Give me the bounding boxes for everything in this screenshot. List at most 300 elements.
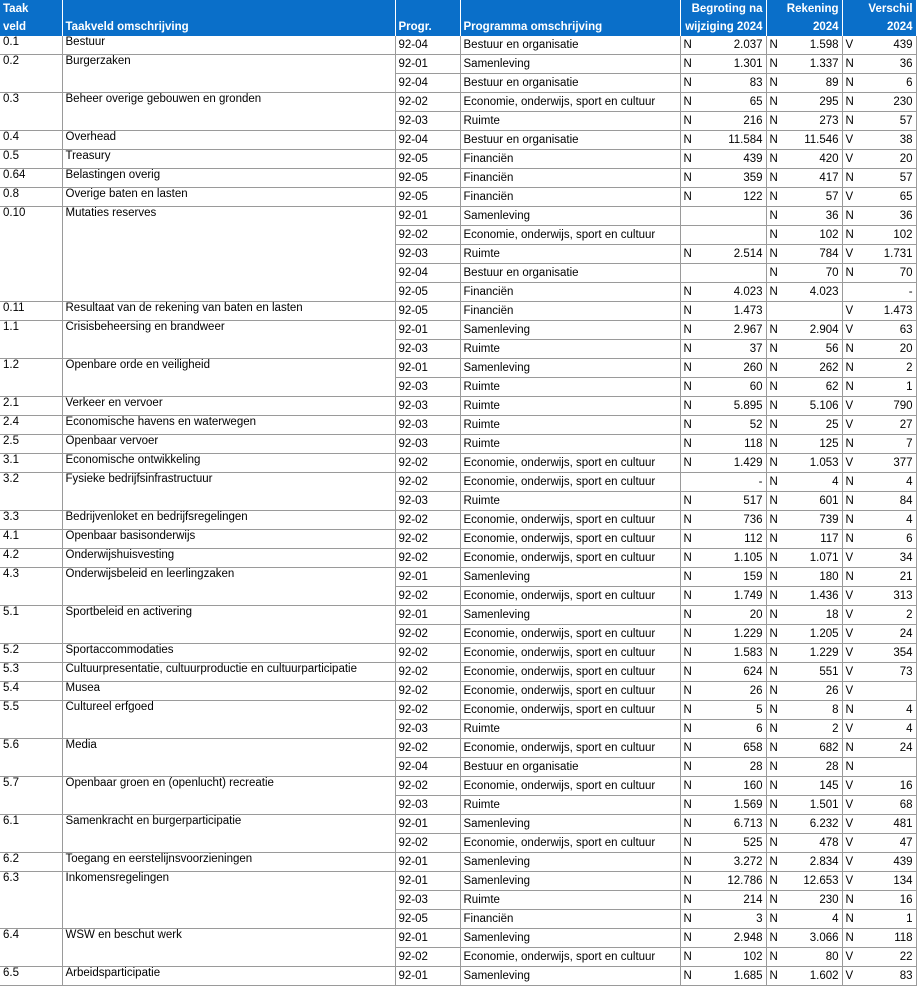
programma-omschrijving: Economie, onderwijs, sport en cultuur (460, 511, 680, 530)
verschil-value: 1.473 (858, 302, 916, 321)
begroting-value: 102 (696, 948, 766, 967)
rekening-value: 4 (782, 473, 842, 492)
verschil-flag: N (842, 340, 858, 359)
begroting-flag: N (680, 511, 696, 530)
begroting-flag: N (680, 777, 696, 796)
rekening-value: 682 (782, 739, 842, 758)
rekening-flag: N (766, 492, 782, 511)
taakveld-omschrijving: Openbare orde en veiligheid (62, 359, 395, 397)
rekening-value: 145 (782, 777, 842, 796)
taakveld-omschrijving: Verkeer en vervoer (62, 397, 395, 416)
begroting-flag (680, 226, 696, 245)
header-rekening-line1: Rekening (766, 0, 842, 18)
taakveld-omschrijving: Mutaties reserves (62, 207, 395, 302)
programma-code: 92-02 (395, 834, 460, 853)
rekening-flag: N (766, 891, 782, 910)
begroting-flag: N (680, 302, 696, 321)
verschil-value: 4 (858, 473, 916, 492)
verschil-value: 118 (858, 929, 916, 948)
programma-omschrijving: Ruimte (460, 796, 680, 815)
taakveld-omschrijving: WSW en beschut werk (62, 929, 395, 967)
verschil-value: 439 (858, 36, 916, 55)
table-row (0, 36, 916, 55)
rekening-value: 80 (782, 948, 842, 967)
rekening-flag: N (766, 188, 782, 207)
programma-omschrijving: Economie, onderwijs, sport en cultuur (460, 739, 680, 758)
programma-omschrijving: Economie, onderwijs, sport en cultuur (460, 701, 680, 720)
programma-omschrijving: Economie, onderwijs, sport en cultuur (460, 587, 680, 606)
taakveld-omschrijving: Arbeidsparticipatie (62, 967, 395, 986)
begroting-flag: N (680, 549, 696, 568)
taakveld-omschrijving: Overige baten en lasten (62, 188, 395, 207)
taakveld-omschrijving: Cultureel erfgoed (62, 701, 395, 739)
rekening-value: 1.337 (782, 55, 842, 74)
begroting-flag: N (680, 74, 696, 93)
verschil-value: 68 (858, 796, 916, 815)
begroting-flag: N (680, 321, 696, 340)
programma-omschrijving: Economie, onderwijs, sport en cultuur (460, 663, 680, 682)
rekening-flag: N (766, 815, 782, 834)
programma-code: 92-02 (395, 587, 460, 606)
begroting-value: 2.967 (696, 321, 766, 340)
rekening-flag: N (766, 701, 782, 720)
begroting-value: 65 (696, 93, 766, 112)
verschil-value: 102 (858, 226, 916, 245)
programma-omschrijving: Ruimte (460, 397, 680, 416)
rekening-flag: N (766, 397, 782, 416)
programma-code: 92-03 (395, 435, 460, 454)
rekening-value: 262 (782, 359, 842, 378)
programma-code: 92-04 (395, 36, 460, 55)
taakveld-omschrijving: Overhead (62, 131, 395, 150)
taakveld-code: 2.1 (0, 397, 62, 416)
begroting-value: 260 (696, 359, 766, 378)
verschil-flag: N (842, 378, 858, 397)
programma-omschrijving: Economie, onderwijs, sport en cultuur (460, 682, 680, 701)
verschil-value: 65 (858, 188, 916, 207)
verschil-flag: N (842, 701, 858, 720)
verschil-flag: N (842, 74, 858, 93)
rekening-flag: N (766, 910, 782, 929)
begroting-value: 112 (696, 530, 766, 549)
programma-omschrijving: Bestuur en organisatie (460, 36, 680, 55)
programma-omschrijving: Financiën (460, 302, 680, 321)
programma-code: 92-03 (395, 796, 460, 815)
begroting-value: 1.749 (696, 587, 766, 606)
rekening-flag: N (766, 112, 782, 131)
taakveld-code: 0.5 (0, 150, 62, 169)
verschil-value: 354 (858, 644, 916, 663)
programma-omschrijving: Ruimte (460, 492, 680, 511)
rekening-flag: N (766, 682, 782, 701)
rekening-value: 2.904 (782, 321, 842, 340)
begroting-value: 20 (696, 606, 766, 625)
verschil-value (858, 682, 916, 701)
programma-omschrijving: Samenleving (460, 321, 680, 340)
verschil-flag: N (842, 359, 858, 378)
programma-code: 92-01 (395, 321, 460, 340)
begroting-flag: N (680, 150, 696, 169)
verschil-value: 34 (858, 549, 916, 568)
rekening-flag: N (766, 758, 782, 777)
verschil-value: 377 (858, 454, 916, 473)
table-row (0, 511, 916, 530)
verschil-value: 27 (858, 416, 916, 435)
verschil-flag: N (842, 492, 858, 511)
table-row (0, 815, 916, 834)
rekening-flag: N (766, 245, 782, 264)
begroting-flag: N (680, 112, 696, 131)
table-row (0, 131, 916, 150)
verschil-flag: V (842, 720, 858, 739)
begroting-value: 216 (696, 112, 766, 131)
table-row (0, 777, 916, 796)
verschil-value: 16 (858, 891, 916, 910)
programma-code: 92-02 (395, 226, 460, 245)
verschil-value: 20 (858, 340, 916, 359)
rekening-value: 2.834 (782, 853, 842, 872)
verschil-flag: V (842, 948, 858, 967)
begroting-value (696, 207, 766, 226)
programma-code: 92-03 (395, 378, 460, 397)
programma-omschrijving: Ruimte (460, 112, 680, 131)
programma-code: 92-03 (395, 397, 460, 416)
rekening-value: 57 (782, 188, 842, 207)
programma-code: 92-02 (395, 511, 460, 530)
rekening-value: 102 (782, 226, 842, 245)
programma-omschrijving: Economie, onderwijs, sport en cultuur (460, 948, 680, 967)
verschil-value: 7 (858, 435, 916, 454)
rekening-value: 551 (782, 663, 842, 682)
taakveld-omschrijving: Sportaccommodaties (62, 644, 395, 663)
programma-code: 92-02 (395, 473, 460, 492)
header-taakveld-line2: veld (0, 18, 62, 36)
rekening-value: 28 (782, 758, 842, 777)
rekening-value: 89 (782, 74, 842, 93)
begroting-flag: N (680, 340, 696, 359)
table-row (0, 739, 916, 758)
programma-omschrijving: Economie, onderwijs, sport en cultuur (460, 644, 680, 663)
taakveld-omschrijving: Resultaat van de rekening van baten en lasten (62, 302, 395, 321)
programma-omschrijving: Bestuur en organisatie (460, 264, 680, 283)
rekening-flag: N (766, 207, 782, 226)
programma-code: 92-04 (395, 74, 460, 93)
taakveld-omschrijving: Openbaar groen en (openlucht) recreatie (62, 777, 395, 815)
programma-code: 92-02 (395, 530, 460, 549)
rekening-value: 70 (782, 264, 842, 283)
begroting-value: 28 (696, 758, 766, 777)
programma-omschrijving: Ruimte (460, 435, 680, 454)
taakveld-code: 5.6 (0, 739, 62, 777)
verschil-flag: N (842, 207, 858, 226)
table-row (0, 967, 916, 986)
verschil-value: 73 (858, 663, 916, 682)
verschil-flag: V (842, 188, 858, 207)
taakveld-code: 5.3 (0, 663, 62, 682)
begroting-value: 1.473 (696, 302, 766, 321)
begroting-value: 658 (696, 739, 766, 758)
programma-code: 92-03 (395, 891, 460, 910)
verschil-flag: V (842, 150, 858, 169)
rekening-flag: N (766, 796, 782, 815)
begroting-flag: N (680, 720, 696, 739)
begroting-value: 122 (696, 188, 766, 207)
programma-omschrijving: Economie, onderwijs, sport en cultuur (460, 834, 680, 853)
programma-omschrijving: Economie, onderwijs, sport en cultuur (460, 530, 680, 549)
taakveld-code: 6.4 (0, 929, 62, 967)
begroting-flag: N (680, 815, 696, 834)
begroting-value (696, 264, 766, 283)
begroting-flag (680, 207, 696, 226)
table-row (0, 473, 916, 492)
rekening-value: 36 (782, 207, 842, 226)
begroting-value: 159 (696, 568, 766, 587)
programma-omschrijving: Ruimte (460, 416, 680, 435)
verschil-flag: V (842, 36, 858, 55)
programma-omschrijving: Samenleving (460, 929, 680, 948)
begroting-value (696, 226, 766, 245)
verschil-flag: V (842, 834, 858, 853)
verschil-value: 57 (858, 169, 916, 188)
begroting-value: 1.569 (696, 796, 766, 815)
programma-omschrijving: Samenleving (460, 359, 680, 378)
verschil-flag: N (842, 929, 858, 948)
taakveld-code: 0.3 (0, 93, 62, 131)
taakveld-code: 4.2 (0, 549, 62, 568)
verschil-value: 4 (858, 511, 916, 530)
begroting-flag: N (680, 910, 696, 929)
rekening-flag: N (766, 131, 782, 150)
programma-code: 92-02 (395, 549, 460, 568)
programma-code: 92-03 (395, 112, 460, 131)
taakveld-code: 6.2 (0, 853, 62, 872)
table-row (0, 397, 916, 416)
rekening-value: 1.501 (782, 796, 842, 815)
verschil-value: 63 (858, 321, 916, 340)
rekening-value: 230 (782, 891, 842, 910)
rekening-value: 601 (782, 492, 842, 511)
begroting-value: 517 (696, 492, 766, 511)
verschil-flag: V (842, 796, 858, 815)
taakveld-omschrijving: Bedrijvenloket en bedrijfsregelingen (62, 511, 395, 530)
verschil-value (858, 758, 916, 777)
rekening-flag: N (766, 435, 782, 454)
rekening-flag: N (766, 226, 782, 245)
verschil-value: 57 (858, 112, 916, 131)
table-body (0, 36, 916, 986)
taakveld-omschrijving: Onderwijsbeleid en leerlingzaken (62, 568, 395, 606)
verschil-flag: N (842, 435, 858, 454)
programma-omschrijving: Bestuur en organisatie (460, 758, 680, 777)
table-row (0, 454, 916, 473)
begroting-value: 118 (696, 435, 766, 454)
programma-omschrijving: Financiën (460, 150, 680, 169)
begroting-value: 6 (696, 720, 766, 739)
begroting-flag: N (680, 454, 696, 473)
begroting-value: 624 (696, 663, 766, 682)
begroting-value: 6.713 (696, 815, 766, 834)
begroting-value: 1.229 (696, 625, 766, 644)
programma-omschrijving: Ruimte (460, 891, 680, 910)
verschil-value: 47 (858, 834, 916, 853)
begroting-value: 1.685 (696, 967, 766, 986)
taakveld-omschrijving: Crisisbeheersing en brandweer (62, 321, 395, 359)
programma-code: 92-02 (395, 682, 460, 701)
programma-omschrijving: Samenleving (460, 55, 680, 74)
rekening-value: 784 (782, 245, 842, 264)
programma-code: 92-02 (395, 777, 460, 796)
verschil-flag: N (842, 511, 858, 530)
rekening-flag: N (766, 55, 782, 74)
programma-code: 92-02 (395, 663, 460, 682)
verschil-value: 481 (858, 815, 916, 834)
taakveld-code: 0.4 (0, 131, 62, 150)
begroting-flag: N (680, 93, 696, 112)
table-row (0, 150, 916, 169)
rekening-value: 3.066 (782, 929, 842, 948)
table-row (0, 321, 916, 340)
rekening-value: 1.602 (782, 967, 842, 986)
programma-code: 92-01 (395, 872, 460, 891)
rekening-flag: N (766, 872, 782, 891)
programma-code: 92-02 (395, 625, 460, 644)
verschil-flag: N (842, 739, 858, 758)
begroting-value: 5.895 (696, 397, 766, 416)
taakveld-omschrijving: Inkomensregelingen (62, 872, 395, 929)
verschil-value: 22 (858, 948, 916, 967)
taakveld-code: 6.3 (0, 872, 62, 929)
begroting-value: 11.584 (696, 131, 766, 150)
taakveld-omschrijving: Openbaar vervoer (62, 435, 395, 454)
begroting-flag: N (680, 758, 696, 777)
verschil-value: 439 (858, 853, 916, 872)
rekening-value: 1.598 (782, 36, 842, 55)
programma-omschrijving: Economie, onderwijs, sport en cultuur (460, 226, 680, 245)
begroting-flag: N (680, 853, 696, 872)
verschil-flag: N (842, 568, 858, 587)
table-row (0, 359, 916, 378)
rekening-flag: N (766, 454, 782, 473)
begroting-flag: N (680, 359, 696, 378)
rekening-value: 62 (782, 378, 842, 397)
begroting-flag: N (680, 834, 696, 853)
table-row (0, 530, 916, 549)
programma-code: 92-02 (395, 454, 460, 473)
taakveld-code: 4.3 (0, 568, 62, 606)
rekening-value: 1.436 (782, 587, 842, 606)
rekening-flag: N (766, 359, 782, 378)
table-row (0, 568, 916, 587)
programma-omschrijving: Economie, onderwijs, sport en cultuur (460, 549, 680, 568)
begroting-flag: N (680, 283, 696, 302)
programma-code: 92-01 (395, 207, 460, 226)
taakveld-code: 3.3 (0, 511, 62, 530)
verschil-value: 21 (858, 568, 916, 587)
rekening-flag: N (766, 587, 782, 606)
rekening-flag: N (766, 948, 782, 967)
programma-code: 92-01 (395, 359, 460, 378)
rekening-value: 1.053 (782, 454, 842, 473)
rekening-flag: N (766, 530, 782, 549)
rekening-flag: N (766, 625, 782, 644)
taakveld-code: 2.5 (0, 435, 62, 454)
programma-omschrijving: Economie, onderwijs, sport en cultuur (460, 93, 680, 112)
rekening-flag: N (766, 549, 782, 568)
taakveld-omschrijving: Treasury (62, 150, 395, 169)
taakveld-omschrijving: Musea (62, 682, 395, 701)
verschil-value: 6 (858, 530, 916, 549)
taakveld-code: 6.5 (0, 967, 62, 986)
rekening-flag: N (766, 378, 782, 397)
programma-code: 92-01 (395, 967, 460, 986)
verschil-flag: V (842, 777, 858, 796)
begroting-flag: N (680, 416, 696, 435)
rekening-flag: N (766, 739, 782, 758)
taakveld-omschrijving: Cultuurpresentatie, cultuurproductie en cultuurparticipatie (62, 663, 395, 682)
taakveld-omschrijving: Beheer overige gebouwen en gronden (62, 93, 395, 131)
taakveld-code: 5.2 (0, 644, 62, 663)
taakveld-code: 6.1 (0, 815, 62, 853)
programma-code: 92-03 (395, 245, 460, 264)
begroting-value: 2.037 (696, 36, 766, 55)
verschil-value: - (858, 283, 916, 302)
rekening-value: 273 (782, 112, 842, 131)
verschil-flag: N (842, 758, 858, 777)
begroting-flag: N (680, 606, 696, 625)
begroting-value: 2.948 (696, 929, 766, 948)
rekening-flag: N (766, 93, 782, 112)
programma-omschrijving: Samenleving (460, 568, 680, 587)
programma-code: 92-02 (395, 701, 460, 720)
taakveld-code: 0.8 (0, 188, 62, 207)
rekening-value: 295 (782, 93, 842, 112)
taakveld-code: 1.2 (0, 359, 62, 397)
table-row (0, 872, 916, 891)
begroting-flag: N (680, 682, 696, 701)
programma-code: 92-04 (395, 758, 460, 777)
programma-code: 92-01 (395, 815, 460, 834)
taakveld-omschrijving: Onderwijshuisvesting (62, 549, 395, 568)
table-row (0, 929, 916, 948)
taakveld-code: 0.2 (0, 55, 62, 93)
begroting-flag: N (680, 435, 696, 454)
begroting-flag (680, 264, 696, 283)
begroting-value: 2.514 (696, 245, 766, 264)
rekening-value: 18 (782, 606, 842, 625)
table-row (0, 169, 916, 188)
verschil-flag: V (842, 302, 858, 321)
programma-omschrijving: Financiën (460, 283, 680, 302)
rekening-flag: N (766, 663, 782, 682)
programma-code: 92-02 (395, 739, 460, 758)
begroting-value: 26 (696, 682, 766, 701)
verschil-flag: N (842, 55, 858, 74)
verschil-flag: V (842, 853, 858, 872)
begroting-flag: N (680, 739, 696, 758)
verschil-value: 36 (858, 207, 916, 226)
verschil-flag: N (842, 112, 858, 131)
programma-omschrijving: Samenleving (460, 853, 680, 872)
verschil-flag: V (842, 416, 858, 435)
begroting-flag: N (680, 492, 696, 511)
verschil-flag: N (842, 93, 858, 112)
verschil-value: 230 (858, 93, 916, 112)
verschil-value: 38 (858, 131, 916, 150)
verschil-flag: N (842, 264, 858, 283)
rekening-flag: N (766, 777, 782, 796)
taakveld-omschrijving: Media (62, 739, 395, 777)
table-header (0, 0, 916, 36)
